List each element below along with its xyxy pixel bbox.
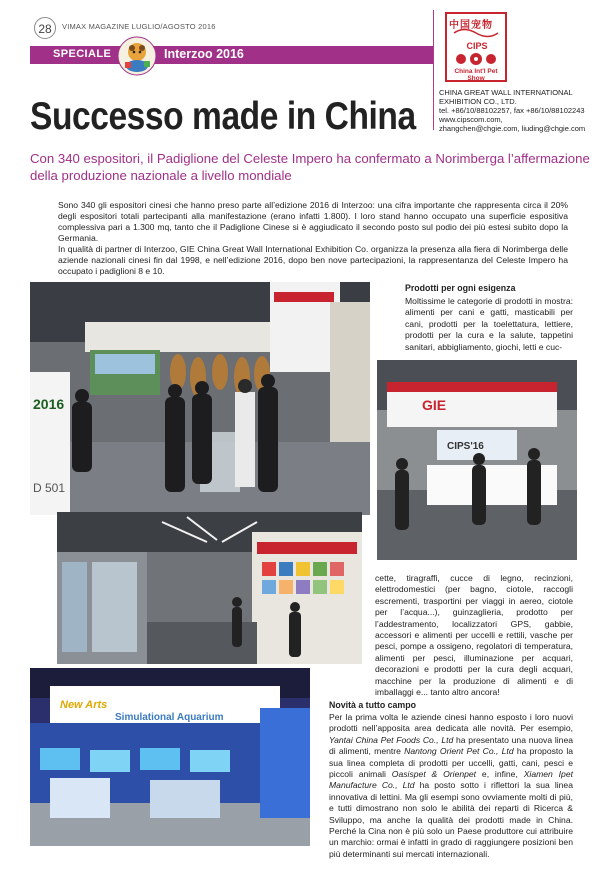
- contact-phone: tel. +86/10/88102257, fax +86/10/88102243: [439, 106, 585, 115]
- contact-web: www.cipscom.com,: [439, 115, 503, 124]
- section1-text-top: Moltissime le categorie di prodotti in mostra: alimenti per cani e gatti, masticabili per cani, prodotti per la toelettatura, lettiere, prodotti per la cura e la salute, tappetini sanitari, abbigliamento, giochi, letti e cuc-: [405, 296, 573, 352]
- photo-hall-aisle: [57, 512, 362, 664]
- section2-text-part: ha proposto la sua linea completa di prodotti per uccelli, gatti, cani, pesci e piccoli animali: [329, 746, 574, 780]
- company-name: Yantai China Pet Foods Co., Ltd: [329, 734, 454, 745]
- intro-paragraph: Sono 340 gli espositori cinesi che hanno preso parte all’edizione 2016 di Interzoo: una cifra importante che rappresenta circa il 20% degli espositori totali partecipanti alla manifestazione (erano infatti 1.800). I loro stand hanno occupato una superficie espositiva complessiva pari a 1.300 mq, tanto che il Padiglione Cinese si è aggiudicato il secondo posto sul podio dei più estesi subito dopo la Germania.: [58, 200, 568, 243]
- section2-heading: Novità a tutto campo: [329, 700, 416, 710]
- intro-paragraph: In qualità di partner di Interzoo, GIE China Great Wall International Exhibition Co. organizza la presenza alla fiera di Norimberga delle aziende nazionali cinesi fin dal 1998, e nell’edizione 2016, dopo ben nove partecipazioni, la rappresentanza del Celeste Impero ha occupato i padiglioni 8 e 10.: [58, 244, 568, 276]
- section2-text-part: Per la prima volta le aziende cinesi hanno esposto i loro nuovi prodotti nell’apposita area dedicata alle novità. Per esempio,: [329, 712, 573, 734]
- company-name: Oasispet & Orienpet: [391, 769, 477, 780]
- page-number: 28: [34, 17, 56, 39]
- company-name: Xiamen Ipet Manufacture Co., Ltd: [329, 769, 574, 791]
- company-name: Nantong Orient Pet Co., Ltd: [404, 746, 514, 757]
- logo-acronym: CIPS: [466, 41, 488, 51]
- photo-booth-large: [30, 282, 370, 515]
- photo1-sign-text: D 501: [33, 481, 66, 495]
- header-divider: [433, 10, 434, 130]
- photo1-banner-text: 2016: [33, 396, 65, 412]
- article-intro: [58, 200, 568, 277]
- section2-text-part: e, infine,: [481, 769, 518, 780]
- photo-hall-aisle-image: [57, 512, 362, 664]
- photo2-sign-text: CIPS'16: [447, 441, 484, 452]
- section1-heading: Prodotti per ogni esigenza: [405, 283, 516, 293]
- contact-company: CHINA GREAT WALL INTERNATIONAL: [439, 88, 573, 97]
- contact-company-2: EXHIBITION CO., LTD.: [439, 97, 517, 106]
- section1-text-cont: cette, tiragraffi, cucce di legno, recinzioni, elettrodomestici (per bagno, ciotole, raccogli escrementi, trasportini per viaggi in aereo, ciotole per l’acqua...), guinzaglieria, prodotto per l’addestramento, localizzatori GPS, gabbie, accessori e alimenti per uccelli e rettili, vasche per pesci, pompe a ossigeno, regolatori di temperatura, alimenti per pesci, illuminazione per acquari, decorazioni e prodotti per la cura degli acquari, macchine per la produzione di alimenti e di imballaggi e... tanto altro ancora!: [375, 573, 573, 698]
- logo-flower-icon: [453, 51, 499, 67]
- section2-text: [329, 712, 573, 860]
- photo-booth-large-image: [30, 282, 370, 515]
- photo-aquarium-booth: [30, 668, 310, 846]
- photo-aquarium-booth-image: [30, 668, 310, 846]
- magazine-issue: VIMAX MAGAZINE LUGLIO/AGOSTO 2016: [62, 22, 216, 31]
- interzoo-mascot-icon: [117, 36, 157, 76]
- photo-gie-booth-image: [377, 360, 577, 560]
- photo2-logo-text: GIE: [422, 397, 447, 413]
- article-subtitle: Con 340 espositori, il Padiglione del Celeste Impero ha confermato a Norimberga l’affermazione della produzione nazionale a livello mondiale: [30, 151, 590, 183]
- photo4-brand-text: New Arts: [60, 699, 108, 711]
- logo-chinese-text: 中国宠物: [449, 20, 493, 31]
- logo-show-name: China Int'l Pet Show: [454, 68, 498, 82]
- photo4-banner-text: Simulational Aquarium: [115, 712, 224, 723]
- logo-ornament-icon: [452, 26, 500, 40]
- section2-text-part: ha posto sotto i riflettori la sua linea innovativa di lettini. Ma gli esempi sono ovviamente molti di più, e tutti dimostrano non solo le abilità dei reparti di Ricerca & Sviluppo, ma anche la qualità dei prodotti made in China. Perché la Cina non è più solo un Paese produttore cui attribuire un marchio: ormai è infatti in grado di raggiungere posizioni ben più determinanti sui mercati internazionali.: [329, 780, 573, 859]
- article-title: Successo made in China: [30, 95, 416, 138]
- section-title: Interzoo 2016: [164, 47, 244, 61]
- section2-text-part: ha presentato una nuova linea di alimenti, mentre: [329, 734, 573, 757]
- photo-gie-booth: [377, 360, 577, 560]
- section-label: SPECIALE: [53, 48, 112, 60]
- contact-email: zhangchen@chgie.com, liuding@chgie.com: [439, 124, 586, 133]
